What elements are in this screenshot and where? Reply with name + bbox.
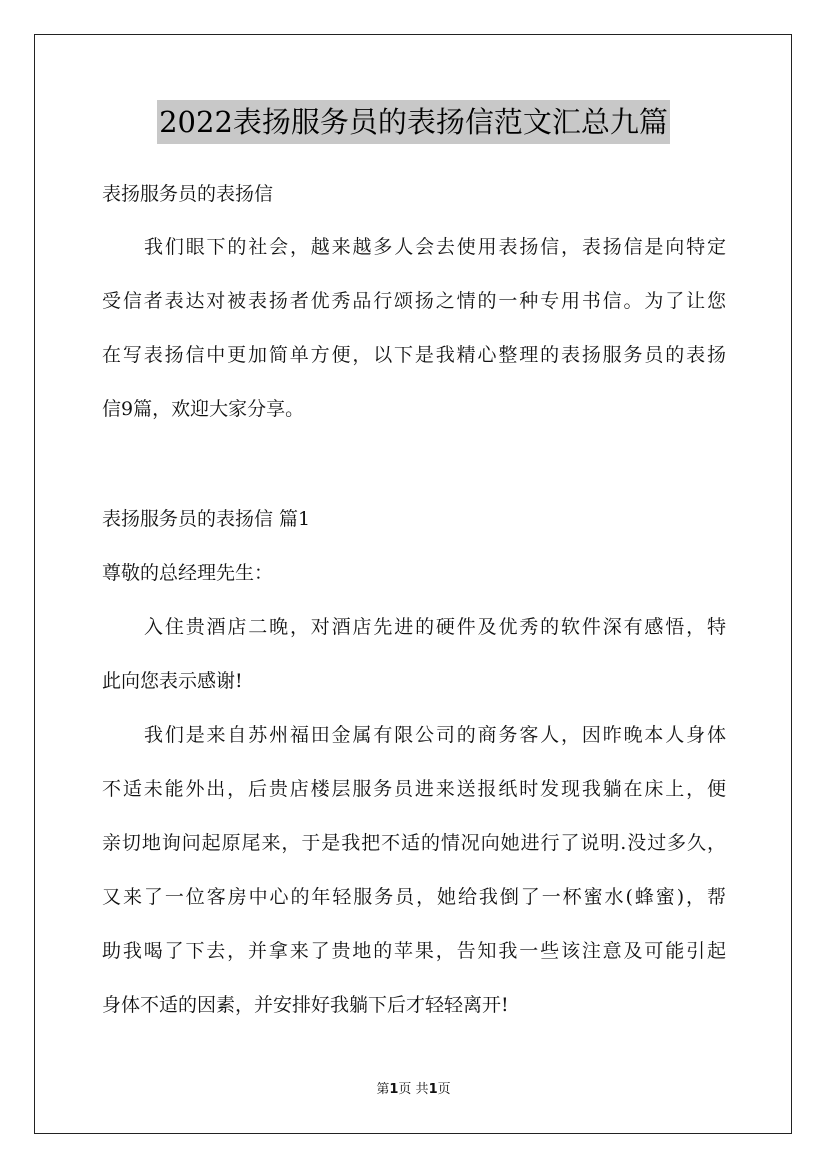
paragraph-line: 助我喝了下去，并拿来了贵地的苹果，告知我一些该注意及可能引起 [102, 940, 726, 962]
footer-page-total: 1 [428, 1082, 438, 1097]
page-footer [0, 1081, 827, 1099]
paragraph-line: 入住贵酒店二晚，对酒店先进的硬件及优秀的软件深有感悟，特 [144, 616, 726, 638]
footer-page-current: 1 [389, 1082, 399, 1097]
section-heading: 表扬服务员的表扬信 篇1 [102, 508, 311, 530]
heading: 表扬服务员的表扬信 [102, 183, 274, 205]
title-container [0, 100, 827, 144]
salutation: 尊敬的总经理先生： [102, 562, 274, 584]
intro-line: 我们眼下的社会，越来越多人会去使用表扬信，表扬信是向特定 [144, 236, 726, 258]
paragraph-line: 不适未能外出，后贵店楼层服务员进来送报纸时发现我躺在床上，便 [102, 778, 726, 800]
paragraph-line: 亲切地询问起原尾来，于是我把不适的情况向她进行了说明.没过多久， [102, 832, 726, 854]
paragraph-line: 我们是来自苏州福田金属有限公司的商务客人，因昨晚本人身体 [144, 724, 726, 746]
footer-suffix: 页 [437, 1082, 451, 1097]
paragraph-line: 此向您表示感谢! [102, 670, 243, 692]
intro-line: 受信者表达对被表扬者优秀品行颂扬之情的一种专用书信。为了让您 [102, 290, 726, 312]
paragraph-line: 身体不适的因素，并安排好我躺下后才轻轻离开! [102, 994, 509, 1016]
intro-line: 在写表扬信中更加简单方便，以下是我精心整理的表扬服务员的表扬 [102, 344, 726, 366]
footer-mid: 页 共 [398, 1082, 429, 1097]
intro-line: 信9篇，欢迎大家分享。 [102, 398, 305, 420]
footer-prefix: 第 [376, 1082, 390, 1097]
paragraph-line: 又来了一位客房中心的年轻服务员，她给我倒了一杯蜜水(蜂蜜)，帮 [102, 886, 726, 908]
document-title: 2022表扬服务员的表扬信范文汇总九篇 [157, 100, 670, 144]
